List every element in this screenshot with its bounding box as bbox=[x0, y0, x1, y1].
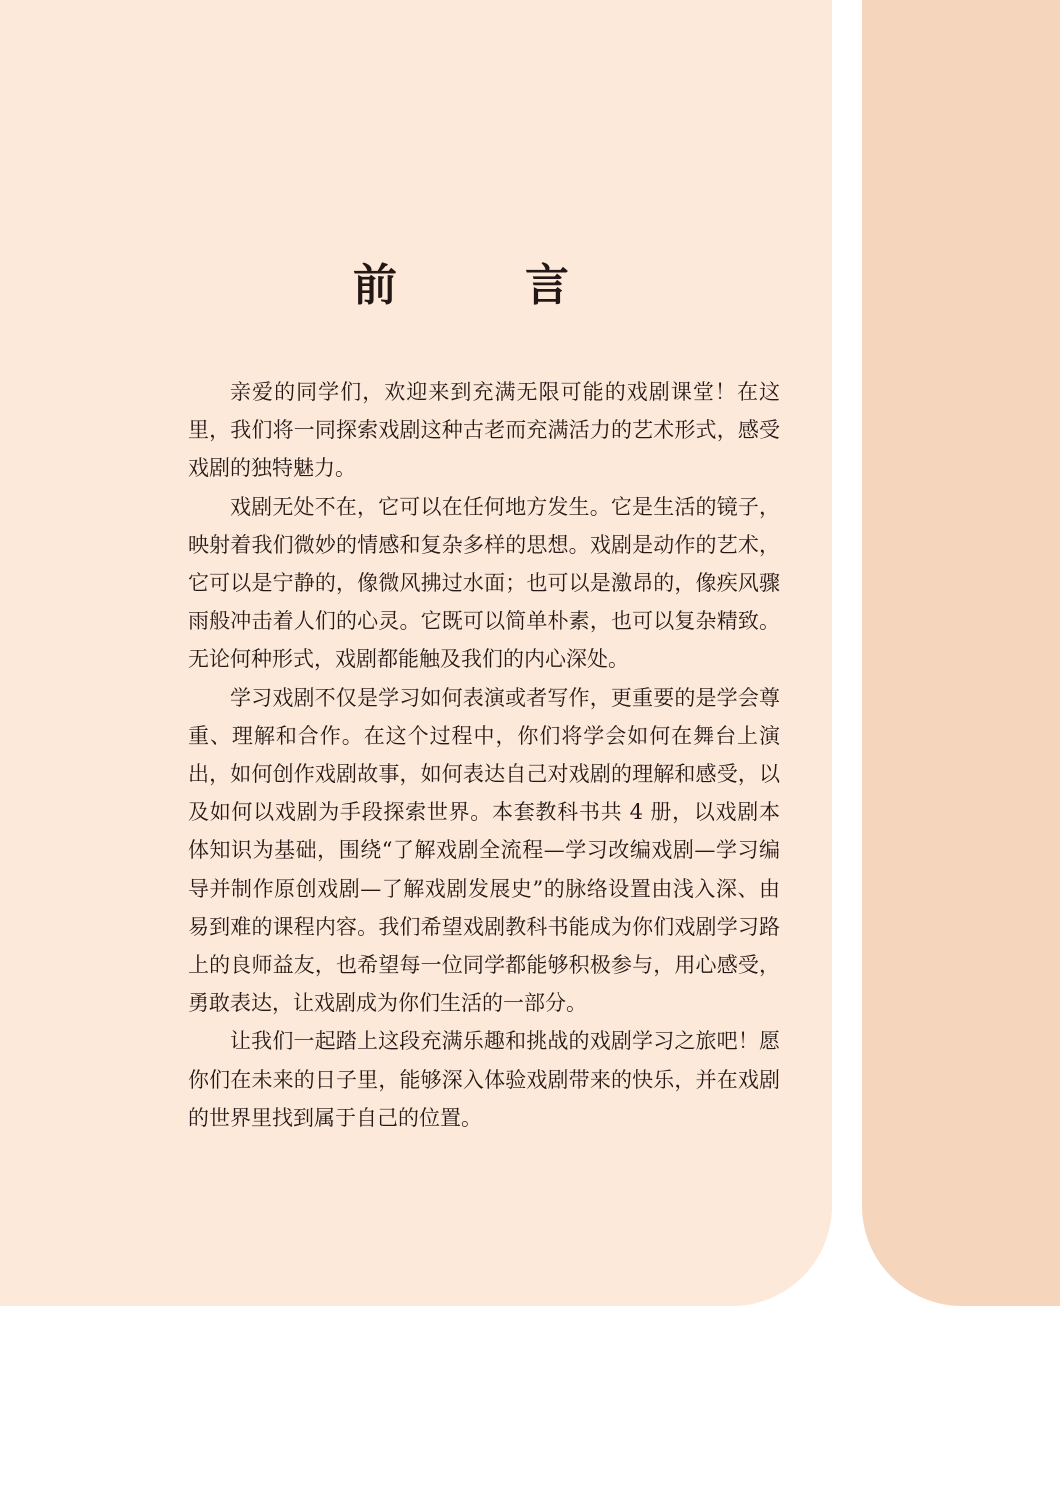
paragraph-4: 让我们一起踏上这段充满乐趣和挑战的戏剧学习之旅吧！愿你们在未来的日子里，能够深入体验戏剧带来的快乐，并在戏剧的世界里找到属于自己的位置。 bbox=[188, 1029, 780, 1130]
page-title: 前 言 bbox=[353, 260, 611, 311]
paragraph-3: 学习戏剧不仅是学习如何表演或者写作，更重要的是学会尊重、理解和合作。在这个过程中，你们将学会如何在舞台上演出，如何创作戏剧故事，如何表达自己对戏剧的理解和感受，以及如何以戏剧为手段探索世界。本套教科书共 4 册，以戏剧本体知识为基础，围绕“了解戏剧全流程—学习改编戏剧—学习编导并制作原创戏剧—了解戏剧发展史”的脉络设置由浅入深、由易到难的课程内容。我们希望戏剧教科书能成为你们戏剧学习路上的良师益友，也希望每一位同学都能够积极参与，用心感受，勇敢表达，让戏剧成为你们生活的一部分。 bbox=[188, 685, 780, 1016]
preface-body bbox=[188, 373, 780, 1137]
paragraph-1: 亲爱的同学们，欢迎来到充满无限可能的戏剧课堂！在这里，我们将一同探索戏剧这种古老而充满活力的艺术形式，感受戏剧的独特魅力。 bbox=[188, 380, 780, 481]
side-decorative-panel bbox=[862, 0, 1060, 1306]
paragraph-2: 戏剧无处不在，它可以在任何地方发生。它是生活的镜子，映射着我们微妙的情感和复杂多样的思想。戏剧是动作的艺术，它可以是宁静的，像微风拂过水面；也可以是激昂的，像疾风骤雨般冲击着人们的心灵。它既可以简单朴素，也可以复杂精致。无论何种形式，戏剧都能触及我们的内心深处。 bbox=[188, 494, 780, 672]
